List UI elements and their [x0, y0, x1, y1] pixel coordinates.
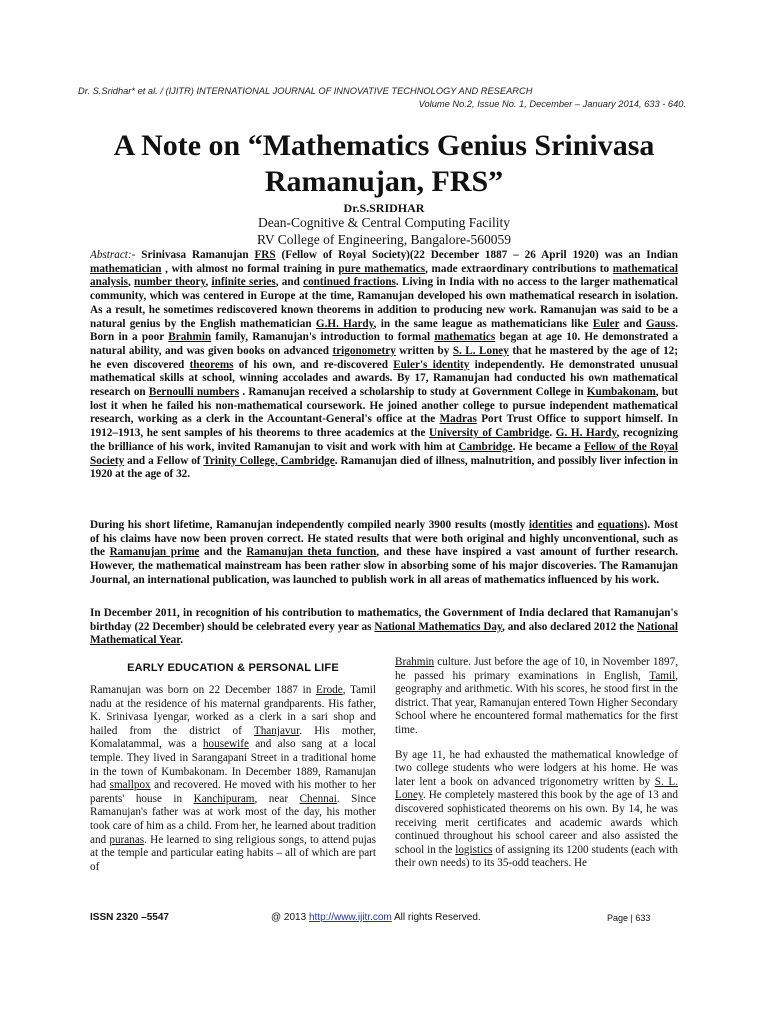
footer-page-number: Page | 633: [607, 913, 651, 923]
author-name: Dr.S.SRIDHAR: [343, 201, 425, 215]
link-infinite-series[interactable]: infinite series: [211, 276, 276, 289]
link-equations[interactable]: equations: [597, 519, 644, 531]
link-g-h-hardy[interactable]: G. H. Hardy: [555, 427, 617, 440]
link-frs[interactable]: FRS: [254, 249, 276, 261]
link-s-l-loney[interactable]: S. L. Loney: [395, 775, 678, 802]
link-brahmin-culture[interactable]: Brahmin: [395, 656, 435, 668]
link-number-theory[interactable]: number theory: [134, 276, 206, 289]
author-institution: RV College of Engineering, Bangalore-560059: [257, 232, 511, 247]
link-ramanujan-prime[interactable]: Ramanujan prime: [109, 546, 200, 559]
running-header-volume: Volume No.2, Issue No. 1, December – January 2014, 633 - 640.: [418, 99, 686, 109]
link-brahmin[interactable]: Brahmin: [168, 331, 212, 344]
link-gh-hardy[interactable]: G.H. Hardy: [315, 317, 374, 330]
link-puranas[interactable]: puranas: [109, 833, 145, 846]
link-cambridge[interactable]: Cambridge: [458, 440, 513, 453]
link-kumbakonam[interactable]: Kumbakonam: [586, 386, 656, 399]
link-identities[interactable]: identities: [528, 519, 573, 531]
right-column: [395, 656, 678, 871]
left-column: [90, 684, 376, 874]
section-heading: EARLY EDUCATION & PERSONAL LIFE: [127, 662, 339, 674]
paragraph-lifetime: During his short lifetime, Ramanujan independently compiled nearly 3900 results (mostly identities and equations). Most of his claims have now been proven correct. He stated results that were both original and highly unconventional, such as the Ramanujan prime and the Ramanujan theta function, and these have inspired a vast amount of further research. However, the mathematical mainstream has been rather slow in absorbing some of his major discoveries. The Ramanujan Journal, an international publication, was launched to publish work in all areas of mathematics influenced by his work.: [90, 519, 679, 586]
link-continued-fractions[interactable]: continued fractions: [303, 276, 396, 289]
link-housewife[interactable]: housewife: [202, 738, 249, 751]
link-trinity-college[interactable]: Trinity College, Cambridge: [203, 454, 335, 467]
link-smallpox[interactable]: smallpox: [109, 779, 151, 792]
link-chennai[interactable]: Chennai: [299, 792, 337, 805]
right-column-paragraph-2: By age 11, he had exhausted the mathematical knowledge of two college students who were lodgers at his home. He was later lent a book on advanced trigonometry written by S. L. Loney. He completely mastered this book by the age of 13 and discovered sophisticated theorems on his own. By 14, he was receiving merit certificates and academic awards which continued throughout his school career and also assisted the school in the logistics of assigning its 1200 students (each with their own needs) to its 35-odd teachers. He: [395, 748, 678, 870]
link-fellow-royal-society[interactable]: Fellow of the Royal Society: [90, 440, 679, 467]
link-national-mathematics-day[interactable]: National Mathematics Day: [374, 620, 502, 633]
link-trigonometry[interactable]: trigonometry: [332, 344, 396, 357]
link-mathematics[interactable]: mathematics: [434, 331, 496, 344]
link-euler[interactable]: Euler: [592, 317, 620, 330]
link-pure-mathematics[interactable]: pure mathematics: [338, 262, 426, 275]
link-thanjavur[interactable]: Thanjavur: [253, 724, 300, 737]
running-header-journal: Dr. S.Sridhar* et al. / (IJITR) INTERNATIONAL JOURNAL OF INNOVATIVE TECHNOLOGY AND RESEARCH: [78, 86, 533, 96]
link-sl-loney[interactable]: S. L. Loney: [452, 344, 509, 357]
link-kanchipuram[interactable]: Kanchipuram: [193, 792, 255, 805]
right-column-paragraph-1: Brahmin culture. Just before the age of 10, in November 1897, he passed his primary examinations in English, Tamil, geography and arithmetic. With his scores, he stood first in the district. That year, Ramanujan entered Town Higher Secondary School where he encountered formal mathematics for the first time.: [395, 656, 678, 736]
link-mathematician[interactable]: mathematician: [90, 262, 162, 275]
paper-title-line-1: A Note on “Mathematics Genius Srinivasa: [113, 129, 655, 162]
link-mathematical-analysis[interactable]: mathematical analysis: [90, 262, 678, 289]
link-tamil[interactable]: Tamil: [649, 669, 676, 682]
link-madras[interactable]: Madras: [439, 413, 477, 426]
link-eulers-identity[interactable]: Euler's identity: [393, 358, 470, 371]
author-department: Dean-Cognitive & Central Computing Facility: [258, 215, 510, 230]
left-column-paragraph: Ramanujan was born on 22 December 1887 in Erode, Tamil nadu at the residence of his maternal grandparents. His father, K. Srinivasa Iyengar, worked as a clerk in a sari shop and hailed from the district of Thanjavur. His mother, Komalatammal, was a housewife and also sang at a local temple. They lived in Sarangapani Street in a traditional home in the town of Kumbakonam. In December 1889, Ramanujan had smallpox and recovered. He moved with his mother to her parents' house in Kanchipuram, near Chennai. Since Ramanujan's father was at work most of the day, his mother took care of him as a child. From her, he learned about tradition and puranas. He learned to sing religious songs, to attend pujas at the temple and particular eating habits – all of which are part of: [90, 684, 376, 873]
footer-copyright: @ 2013 http://www.ijitr.com All rights Reserved.: [271, 912, 481, 923]
link-ramanujan-theta-function[interactable]: Ramanujan theta function: [246, 546, 377, 559]
abstract-label: Abstract:-: [90, 249, 136, 261]
link-university-of-cambridge[interactable]: University of Cambridge: [429, 427, 550, 440]
link-logistics[interactable]: logistics: [455, 843, 493, 856]
link-theorems[interactable]: theorems: [189, 358, 234, 371]
link-bernoulli-numbers[interactable]: Bernoulli numbers: [148, 386, 240, 399]
link-erode[interactable]: Erode: [316, 684, 343, 696]
footer-website-link[interactable]: http://www.ijitr.com: [308, 912, 392, 923]
paragraph-recognition: In December 2011, in recognition of his contribution to mathematics, the Government of India declared that Ramanujan's birthday (22 December) should be celebrated every year as National Mathematics Day, and also declared 2012 the National Mathematical Year.: [90, 607, 679, 647]
paper-title-line-2: Ramanujan, FRS”: [264, 165, 504, 198]
footer-issn: ISSN 2320 –5547: [90, 912, 169, 923]
link-gauss[interactable]: Gauss: [645, 317, 676, 330]
link-national-mathematical-year[interactable]: National Mathematical Year: [90, 620, 679, 647]
abstract: Abstract:- Srinivasa Ramanujan FRS (Fellow of Royal Society)(22 December 1887 – 26 April 1920) was an Indian mathematician , with almost no formal training in pure mathematics, made extraordinary contributions to mathematical analysis, number theory, infinite series, and continued fractions. Living in India with no access to the larger mathematical community, which was centered in Europe at the time, Ramanujan developed his own mathematical research in isolation. As a result, he sometimes rediscovered known theorems in addition to producing new work. Ramanujan was said to be a natural genius by the English mathematician G.H. Hardy, in the same league as mathematicians like Euler and Gauss. Born in a poor Brahmin family, Ramanujan's introduction to formal mathematics began at age 10. He demonstrated a natural ability, and was given books on advanced trigonometry written by S. L. Loney that he mastered by the age of 12; he even discovered theorems of his own, and re-discovered Euler's identity independently. He demonstrated unusual mathematical skills at school, winning accolades and awards. By 17, Ramanujan had conducted his own mathematical research on Bernoulli numbers . Ramanujan received a scholarship to study at Government College in Kumbakonam, but lost it when he failed his non-mathematical coursework. He joined another college to pursue independent mathematical research, working as a clerk in the Accountant-General's office at the Madras Port Trust Office to support himself. In 1912–1913, he sent samples of his theorems to three academics at the University of Cambridge. G. H. Hardy, recognizing the brilliance of his work, invited Ramanujan to visit and work with him at Cambridge. He became a Fellow of the Royal Society and a Fellow of Trinity College, Cambridge. Ramanujan died of illness, malnutrition, and possibly liver infection in 1920 at the age of 32.: [90, 249, 679, 481]
